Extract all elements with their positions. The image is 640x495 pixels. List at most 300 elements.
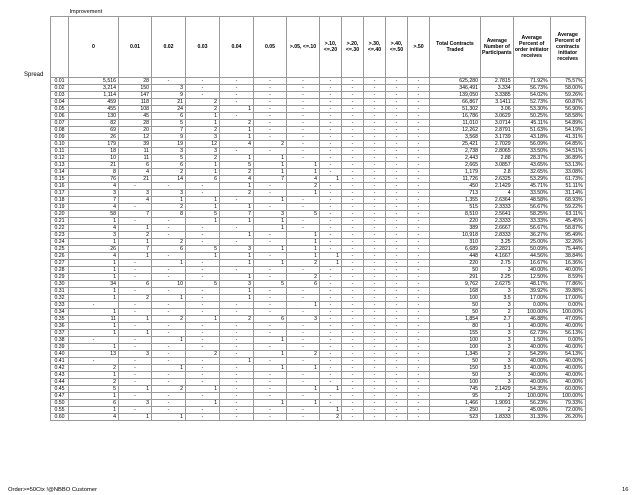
table-cell: -: [408, 197, 430, 204]
spread-value: 0.45: [51, 386, 69, 393]
table-cell: 3.0714: [481, 120, 514, 127]
table-cell: 8.59%: [550, 274, 585, 281]
spread-value: 0.43: [51, 372, 69, 379]
table-cell: 1,355: [430, 197, 481, 204]
spread-value: 0.16: [51, 183, 69, 190]
table-row: [51, 253, 586, 260]
table-cell: 11: [119, 148, 152, 155]
table-cell: -: [320, 141, 342, 148]
table-cell: -: [364, 176, 386, 183]
table-cell: 50: [430, 372, 481, 379]
table-cell: -: [254, 386, 287, 393]
table-cell: 58: [69, 211, 119, 218]
table-cell: -: [220, 330, 254, 337]
table-cell: 3.1739: [481, 134, 514, 141]
table-cell: -: [364, 197, 386, 204]
table-row: [51, 92, 586, 99]
table-cell: 1: [254, 246, 287, 253]
table-cell: -: [342, 337, 364, 344]
table-cell: -: [386, 260, 408, 267]
table-cell: -: [254, 134, 287, 141]
table-cell: -: [320, 211, 342, 218]
table-cell: 10: [69, 155, 119, 162]
table-cell: -: [254, 239, 287, 246]
table-cell: 155: [430, 330, 481, 337]
spread-value: 0.47: [51, 393, 69, 400]
table-cell: -: [287, 141, 320, 148]
table-cell: -: [408, 302, 430, 309]
table-cell: -: [287, 85, 320, 92]
table-cell: 515: [430, 204, 481, 211]
table-row: [51, 393, 586, 400]
table-cell: -: [408, 127, 430, 134]
table-cell: 32.26%: [550, 239, 585, 246]
table-cell: -: [364, 113, 386, 120]
table-cell: -: [342, 148, 364, 155]
table-cell: -: [152, 225, 186, 232]
table-cell: 1: [254, 337, 287, 344]
table-cell: 1: [69, 330, 119, 337]
title-row: [51, 8, 586, 17]
table-cell: 346,491: [430, 85, 481, 92]
table-cell: 48.58%: [513, 197, 550, 204]
table-cell: -: [220, 372, 254, 379]
table-cell: 150: [119, 85, 152, 92]
table-cell: -: [342, 386, 364, 393]
table-cell: 50: [430, 302, 481, 309]
table-cell: -: [186, 85, 220, 92]
table-row: [51, 162, 586, 169]
table-cell: 45: [119, 113, 152, 120]
table-cell: 1: [220, 253, 254, 260]
table-cell: -: [119, 302, 152, 309]
table-cell: -: [364, 232, 386, 239]
table-cell: 5: [152, 155, 186, 162]
table-cell: 11: [119, 155, 152, 162]
table-row: [51, 295, 586, 302]
table-cell: 1: [254, 260, 287, 267]
table-cell: -: [320, 288, 342, 295]
page-number: 16: [622, 487, 629, 493]
table-cell: -: [408, 393, 430, 400]
table-cell: -: [342, 302, 364, 309]
table-cell: 39.92%: [513, 288, 550, 295]
table-cell: -: [364, 358, 386, 365]
table-cell: -: [119, 260, 152, 267]
table-cell: 50: [430, 358, 481, 365]
table-cell: 1: [69, 344, 119, 351]
table-cell: -: [408, 414, 430, 421]
table-cell: -: [342, 372, 364, 379]
table-cell: 56.73%: [513, 85, 550, 92]
table-cell: -: [342, 155, 364, 162]
table-cell: -: [342, 400, 364, 407]
table-cell: 1: [69, 239, 119, 246]
spread-value: 0.03: [51, 92, 69, 99]
table-row: [51, 204, 586, 211]
table-cell: -: [186, 183, 220, 190]
table-cell: 56.13%: [550, 330, 585, 337]
table-cell: -: [342, 253, 364, 260]
table-cell: 77.86%: [550, 281, 585, 288]
table-cell: 38.84%: [550, 253, 585, 260]
table-cell: 3: [69, 190, 119, 197]
table-cell: 8: [69, 169, 119, 176]
table-cell: 12: [119, 134, 152, 141]
table-cell: 2: [186, 351, 220, 358]
table-cell: 48.17%: [513, 281, 550, 288]
table-cell: -: [320, 134, 342, 141]
table-cell: 56.09%: [513, 141, 550, 148]
table-cell: 1: [287, 386, 320, 393]
table-cell: 45.45%: [550, 218, 585, 225]
table-cell: -: [320, 323, 342, 330]
table-cell: 6: [254, 316, 287, 323]
table-row: [51, 155, 586, 162]
table-cell: -: [254, 106, 287, 113]
table-row: [51, 267, 586, 274]
table-cell: -: [287, 120, 320, 127]
table-cell: 1: [186, 218, 220, 225]
table-cell: 1: [152, 365, 186, 372]
table-cell: -: [408, 218, 430, 225]
table-cell: -: [386, 372, 408, 379]
table-cell: -: [386, 344, 408, 351]
table-cell: 54.35%: [513, 386, 550, 393]
table-cell: 1: [186, 197, 220, 204]
table-cell: 21: [152, 99, 186, 106]
table-cell: 12: [186, 141, 220, 148]
spread-value: 0.40: [51, 351, 69, 358]
table-cell: -: [364, 218, 386, 225]
table-cell: -: [408, 113, 430, 120]
table-cell: 2: [481, 407, 514, 414]
table-cell: -: [342, 281, 364, 288]
table-cell: -: [364, 386, 386, 393]
spread-value: 0.05: [51, 106, 69, 113]
table-cell: -: [320, 393, 342, 400]
table-cell: -: [287, 323, 320, 330]
spread-value: 0.27: [51, 260, 69, 267]
table-cell: 26.20%: [550, 414, 585, 421]
table-cell: -: [408, 267, 430, 274]
table-cell: 1: [152, 414, 186, 421]
table-cell: 58.87%: [550, 225, 585, 232]
table-cell: 4: [220, 176, 254, 183]
table-cell: 1: [220, 358, 254, 365]
table-cell: 1,345: [430, 351, 481, 358]
table-cell: 18: [69, 148, 119, 155]
table-cell: 63.11%: [550, 211, 585, 218]
table-cell: -: [408, 155, 430, 162]
table-cell: -: [254, 127, 287, 134]
table-cell: -: [364, 127, 386, 134]
table-cell: 31.33%: [513, 414, 550, 421]
table-cell: -: [186, 92, 220, 99]
table-cell: -: [342, 323, 364, 330]
table-cell: -: [152, 393, 186, 400]
table-cell: 130: [69, 113, 119, 120]
table-cell: -: [119, 365, 152, 372]
table-cell: 1: [220, 260, 254, 267]
table-cell: 1: [287, 239, 320, 246]
table-cell: -: [342, 197, 364, 204]
table-cell: 1: [320, 176, 342, 183]
table-cell: -: [320, 316, 342, 323]
table-cell: 3: [152, 85, 186, 92]
table-cell: 2: [320, 414, 342, 421]
spread-value: 0.36: [51, 323, 69, 330]
table-cell: 3: [186, 134, 220, 141]
table-cell: -: [254, 183, 287, 190]
table-cell: 1: [186, 316, 220, 323]
table-cell: 60.00%: [550, 386, 585, 393]
table-row: [51, 148, 586, 155]
table-cell: 5,516: [69, 78, 119, 85]
table-cell: -: [152, 323, 186, 330]
table-cell: -: [408, 288, 430, 295]
table-cell: -: [364, 190, 386, 197]
table-cell: -: [254, 204, 287, 211]
column-header: >.50: [408, 17, 430, 78]
table-cell: 1: [287, 253, 320, 260]
table-cell: -: [119, 372, 152, 379]
table-cell: 6: [119, 281, 152, 288]
table-row: [51, 141, 586, 148]
spread-value: 0.39: [51, 344, 69, 351]
table-cell: 1: [287, 190, 320, 197]
table-cell: -: [186, 302, 220, 309]
table-cell: -: [408, 134, 430, 141]
table-cell: 36.89%: [550, 155, 585, 162]
table-cell: 1: [287, 400, 320, 407]
table-cell: -: [364, 134, 386, 141]
table-cell: 2: [287, 274, 320, 281]
table-cell: 43.18%: [513, 134, 550, 141]
table-row: [51, 407, 586, 414]
table-cell: 2: [119, 295, 152, 302]
table-cell: 11,726: [430, 176, 481, 183]
table-cell: -: [287, 407, 320, 414]
table-cell: -: [220, 309, 254, 316]
table-cell: 1: [69, 260, 119, 267]
table-cell: 2.8065: [481, 148, 514, 155]
table-cell: -: [320, 197, 342, 204]
table-cell: 1: [69, 309, 119, 316]
spread-value: 0.21: [51, 218, 69, 225]
table-cell: 2.6364: [481, 197, 514, 204]
table-cell: -: [364, 169, 386, 176]
table-cell: 2: [152, 169, 186, 176]
table-cell: -: [386, 246, 408, 253]
table-cell: 3: [481, 344, 514, 351]
table-cell: -: [342, 134, 364, 141]
table-cell: 7: [220, 211, 254, 218]
table-cell: -: [386, 148, 408, 155]
table-cell: 26: [69, 246, 119, 253]
table-cell: 2: [152, 239, 186, 246]
column-header: Average Number of Participants: [481, 17, 514, 78]
table-cell: -: [320, 183, 342, 190]
table-cell: -: [287, 225, 320, 232]
table-cell: 72.00%: [550, 407, 585, 414]
table-cell: 1: [119, 316, 152, 323]
table-cell: -: [152, 288, 186, 295]
table-cell: 10,918: [430, 232, 481, 239]
table-cell: 17.00%: [513, 295, 550, 302]
spread-value: 0.11: [51, 148, 69, 155]
table-cell: -: [408, 225, 430, 232]
table-cell: -: [287, 309, 320, 316]
table-cell: 2,443: [430, 155, 481, 162]
table-cell: 4: [69, 183, 119, 190]
table-cell: -: [287, 288, 320, 295]
table-cell: -: [152, 309, 186, 316]
table-cell: -: [364, 148, 386, 155]
table-cell: 1: [320, 253, 342, 260]
table-cell: 2.3333: [481, 204, 514, 211]
table-cell: 3: [481, 372, 514, 379]
table-cell: -: [364, 239, 386, 246]
table-cell: 100.00%: [513, 309, 550, 316]
table-cell: 54.29%: [513, 351, 550, 358]
table-cell: -: [119, 204, 152, 211]
table-cell: -: [408, 330, 430, 337]
spread-value: 0.26: [51, 253, 69, 260]
table-cell: 5: [186, 246, 220, 253]
table-cell: 95: [430, 393, 481, 400]
table-row: [51, 239, 586, 246]
table-cell: -: [386, 92, 408, 99]
table-cell: 389: [430, 225, 481, 232]
table-cell: 28: [119, 120, 152, 127]
table-cell: -: [364, 393, 386, 400]
table-cell: -: [220, 323, 254, 330]
table-cell: -: [320, 162, 342, 169]
table-cell: -: [408, 232, 430, 239]
table-cell: -: [254, 99, 287, 106]
table-cell: 16.36%: [550, 260, 585, 267]
table-cell: -: [386, 183, 408, 190]
table-cell: -: [119, 218, 152, 225]
table-cell: 2.88: [481, 155, 514, 162]
table-cell: -: [364, 106, 386, 113]
table-cell: 44.56%: [513, 253, 550, 260]
table-cell: 1: [119, 386, 152, 393]
table-cell: -: [364, 337, 386, 344]
table-cell: -: [386, 134, 408, 141]
table-cell: -: [364, 155, 386, 162]
table-cell: 9,762: [430, 281, 481, 288]
spread-value: 0.15: [51, 176, 69, 183]
table-cell: -: [254, 232, 287, 239]
table-cell: -: [119, 323, 152, 330]
table-cell: -: [408, 323, 430, 330]
table-cell: -: [220, 344, 254, 351]
table-cell: -: [220, 239, 254, 246]
table-cell: 1: [220, 232, 254, 239]
table-cell: -: [119, 309, 152, 316]
table-cell: 33.50%: [513, 148, 550, 155]
table-cell: -: [364, 92, 386, 99]
table-cell: -: [254, 113, 287, 120]
table-cell: 1: [254, 218, 287, 225]
table-cell: -: [342, 169, 364, 176]
table-cell: 50.09%: [513, 246, 550, 253]
table-cell: 4: [287, 176, 320, 183]
table-cell: -: [386, 232, 408, 239]
table-row: [51, 309, 586, 316]
table-cell: -: [364, 400, 386, 407]
table-cell: -: [186, 274, 220, 281]
table-cell: 2: [481, 309, 514, 316]
table-cell: -: [220, 148, 254, 155]
spread-value: 0.28: [51, 267, 69, 274]
table-cell: -: [186, 323, 220, 330]
table-cell: 1: [220, 288, 254, 295]
column-header: Total Contracts Traded: [430, 17, 481, 78]
table-cell: 2: [69, 365, 119, 372]
table-cell: -: [408, 190, 430, 197]
table-cell: 2: [152, 386, 186, 393]
spread-value: 0.18: [51, 197, 69, 204]
table-cell: 2.1429: [481, 183, 514, 190]
table-row: [51, 197, 586, 204]
table-row: [51, 372, 586, 379]
table-cell: 47.09%: [550, 316, 585, 323]
table-cell: -: [186, 260, 220, 267]
table-row: [51, 127, 586, 134]
table-cell: -: [386, 323, 408, 330]
table-row: [51, 274, 586, 281]
column-header: >.05, <=.10: [287, 17, 320, 78]
table-cell: 2: [481, 393, 514, 400]
table-cell: 3.334: [481, 85, 514, 92]
table-cell: -: [386, 330, 408, 337]
table-cell: 28.37%: [513, 155, 550, 162]
table-cell: -: [320, 148, 342, 155]
table-cell: 50: [430, 267, 481, 274]
table-cell: 523: [430, 414, 481, 421]
table-cell: -: [119, 379, 152, 386]
table-cell: 6: [152, 113, 186, 120]
table-cell: -: [342, 113, 364, 120]
table-cell: 75.57%: [550, 78, 585, 85]
table-cell: 3.0857: [481, 162, 514, 169]
table-cell: -: [408, 358, 430, 365]
table-cell: -: [364, 365, 386, 372]
table-cell: 108: [119, 106, 152, 113]
table-cell: -: [152, 344, 186, 351]
table-cell: -: [186, 365, 220, 372]
table-cell: 2: [254, 141, 287, 148]
table-cell: -: [342, 162, 364, 169]
table-cell: 40.00%: [513, 358, 550, 365]
table-row: [51, 99, 586, 106]
table-cell: -: [287, 92, 320, 99]
table-cell: -: [386, 316, 408, 323]
table-cell: -: [386, 120, 408, 127]
table-cell: 4: [119, 197, 152, 204]
table-cell: -: [254, 379, 287, 386]
table-cell: -: [320, 204, 342, 211]
table-cell: 1: [152, 197, 186, 204]
table-cell: -: [220, 393, 254, 400]
table-cell: -: [69, 302, 119, 309]
table-cell: 59.26%: [550, 92, 585, 99]
table-cell: 5: [186, 281, 220, 288]
table-cell: -: [364, 407, 386, 414]
